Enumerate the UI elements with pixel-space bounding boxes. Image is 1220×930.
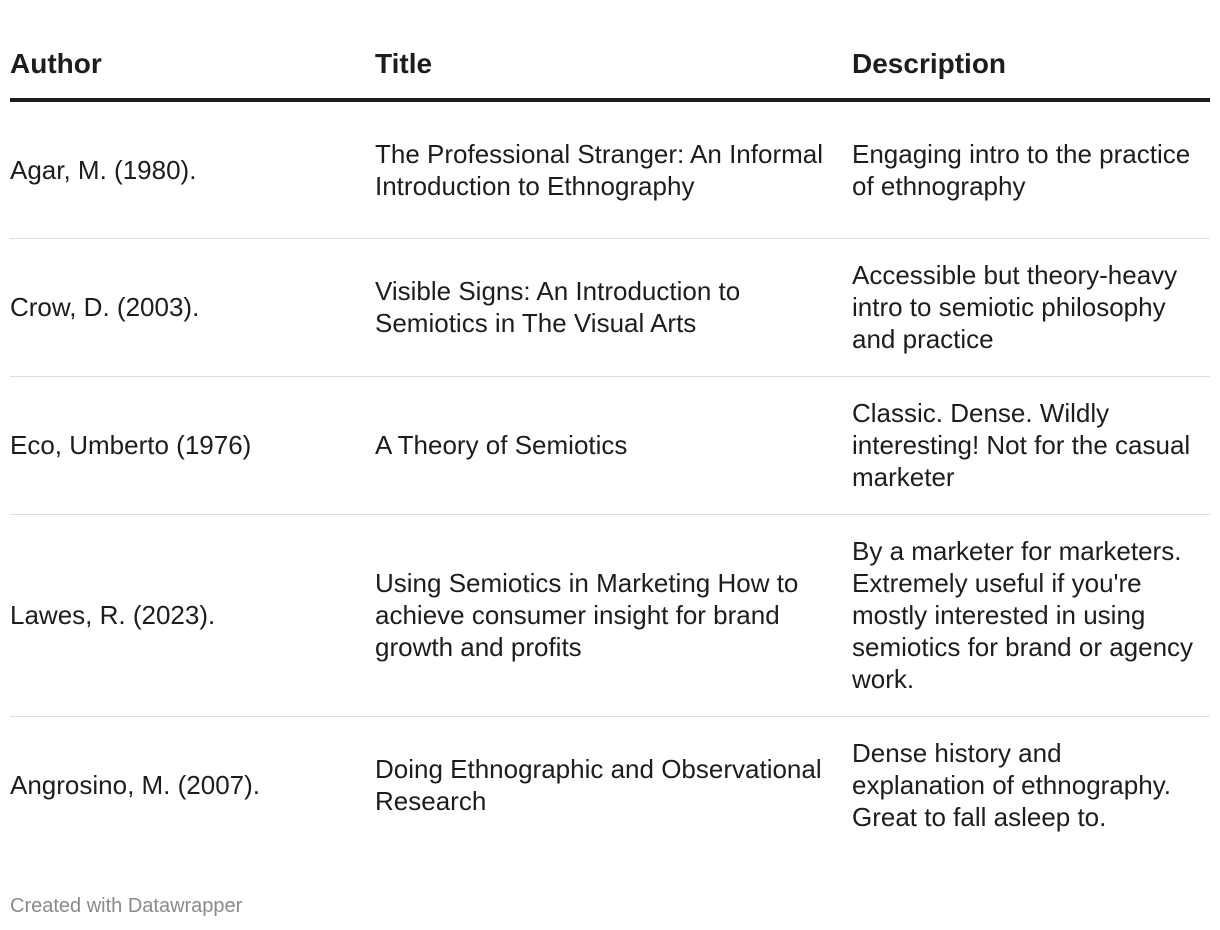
title-cell <box>375 376 852 514</box>
title-text: The Professional Stranger: An Informal Introduction to Ethnography <box>375 138 824 201</box>
title-cell <box>375 100 852 238</box>
description-cell <box>852 376 1210 514</box>
datawrapper-credit: Created with Datawrapper <box>10 895 243 917</box>
reading-list-table <box>10 28 1210 854</box>
table-header <box>10 28 1210 100</box>
table-row <box>10 514 1210 716</box>
title-cell <box>375 238 852 376</box>
description-text: Classic. Dense. Wildly interesting! Not for the casual marketer <box>852 398 1191 492</box>
table-row <box>10 238 1210 376</box>
author-text: Lawes, R. (2023). <box>10 600 216 630</box>
description-cell <box>852 238 1210 376</box>
table-body <box>10 100 1210 854</box>
author-cell <box>10 238 375 376</box>
author-cell <box>10 514 375 716</box>
column-header-author: Author <box>10 28 375 100</box>
title-cell <box>375 514 852 716</box>
title-text: A Theory of Semiotics <box>375 430 628 460</box>
header-row <box>10 28 1210 100</box>
title-text: Using Semiotics in Marketing How to achieve consumer insight for brand growth and profits <box>375 568 799 662</box>
author-cell <box>10 716 375 854</box>
description-cell <box>852 100 1210 238</box>
description-cell <box>852 716 1210 854</box>
author-text: Angrosino, M. (2007). <box>10 770 261 801</box>
author-text: Eco, Umberto (1976) <box>10 430 252 460</box>
description-cell <box>852 514 1210 716</box>
description-text: Dense history and explanation of ethnography. Great to fall asleep to. <box>852 738 1171 833</box>
author-text: Agar, M. (1980). <box>10 154 197 185</box>
author-cell <box>10 100 375 238</box>
description-text: Engaging intro to the practice of ethnography <box>852 138 1191 201</box>
title-text: Doing Ethnographic and Observational Research <box>375 754 822 817</box>
table-row <box>10 716 1210 854</box>
description-text: By a marketer for marketers. Extremely useful if you're mostly interested in using semiotics for brand or agency work. <box>852 536 1194 694</box>
reading-list-table-container <box>10 28 1210 854</box>
table-row <box>10 376 1210 514</box>
column-header-description: Description <box>852 28 1210 100</box>
author-text: Crow, D. (2003). <box>10 292 200 322</box>
title-text: Visible Signs: An Introduction to Semiotics in The Visual Arts <box>375 276 741 338</box>
description-text: Accessible but theory-heavy intro to semiotic philosophy and practice <box>852 260 1178 354</box>
author-cell <box>10 376 375 514</box>
title-cell <box>375 716 852 854</box>
column-header-title: Title <box>375 28 852 100</box>
table-row <box>10 100 1210 238</box>
